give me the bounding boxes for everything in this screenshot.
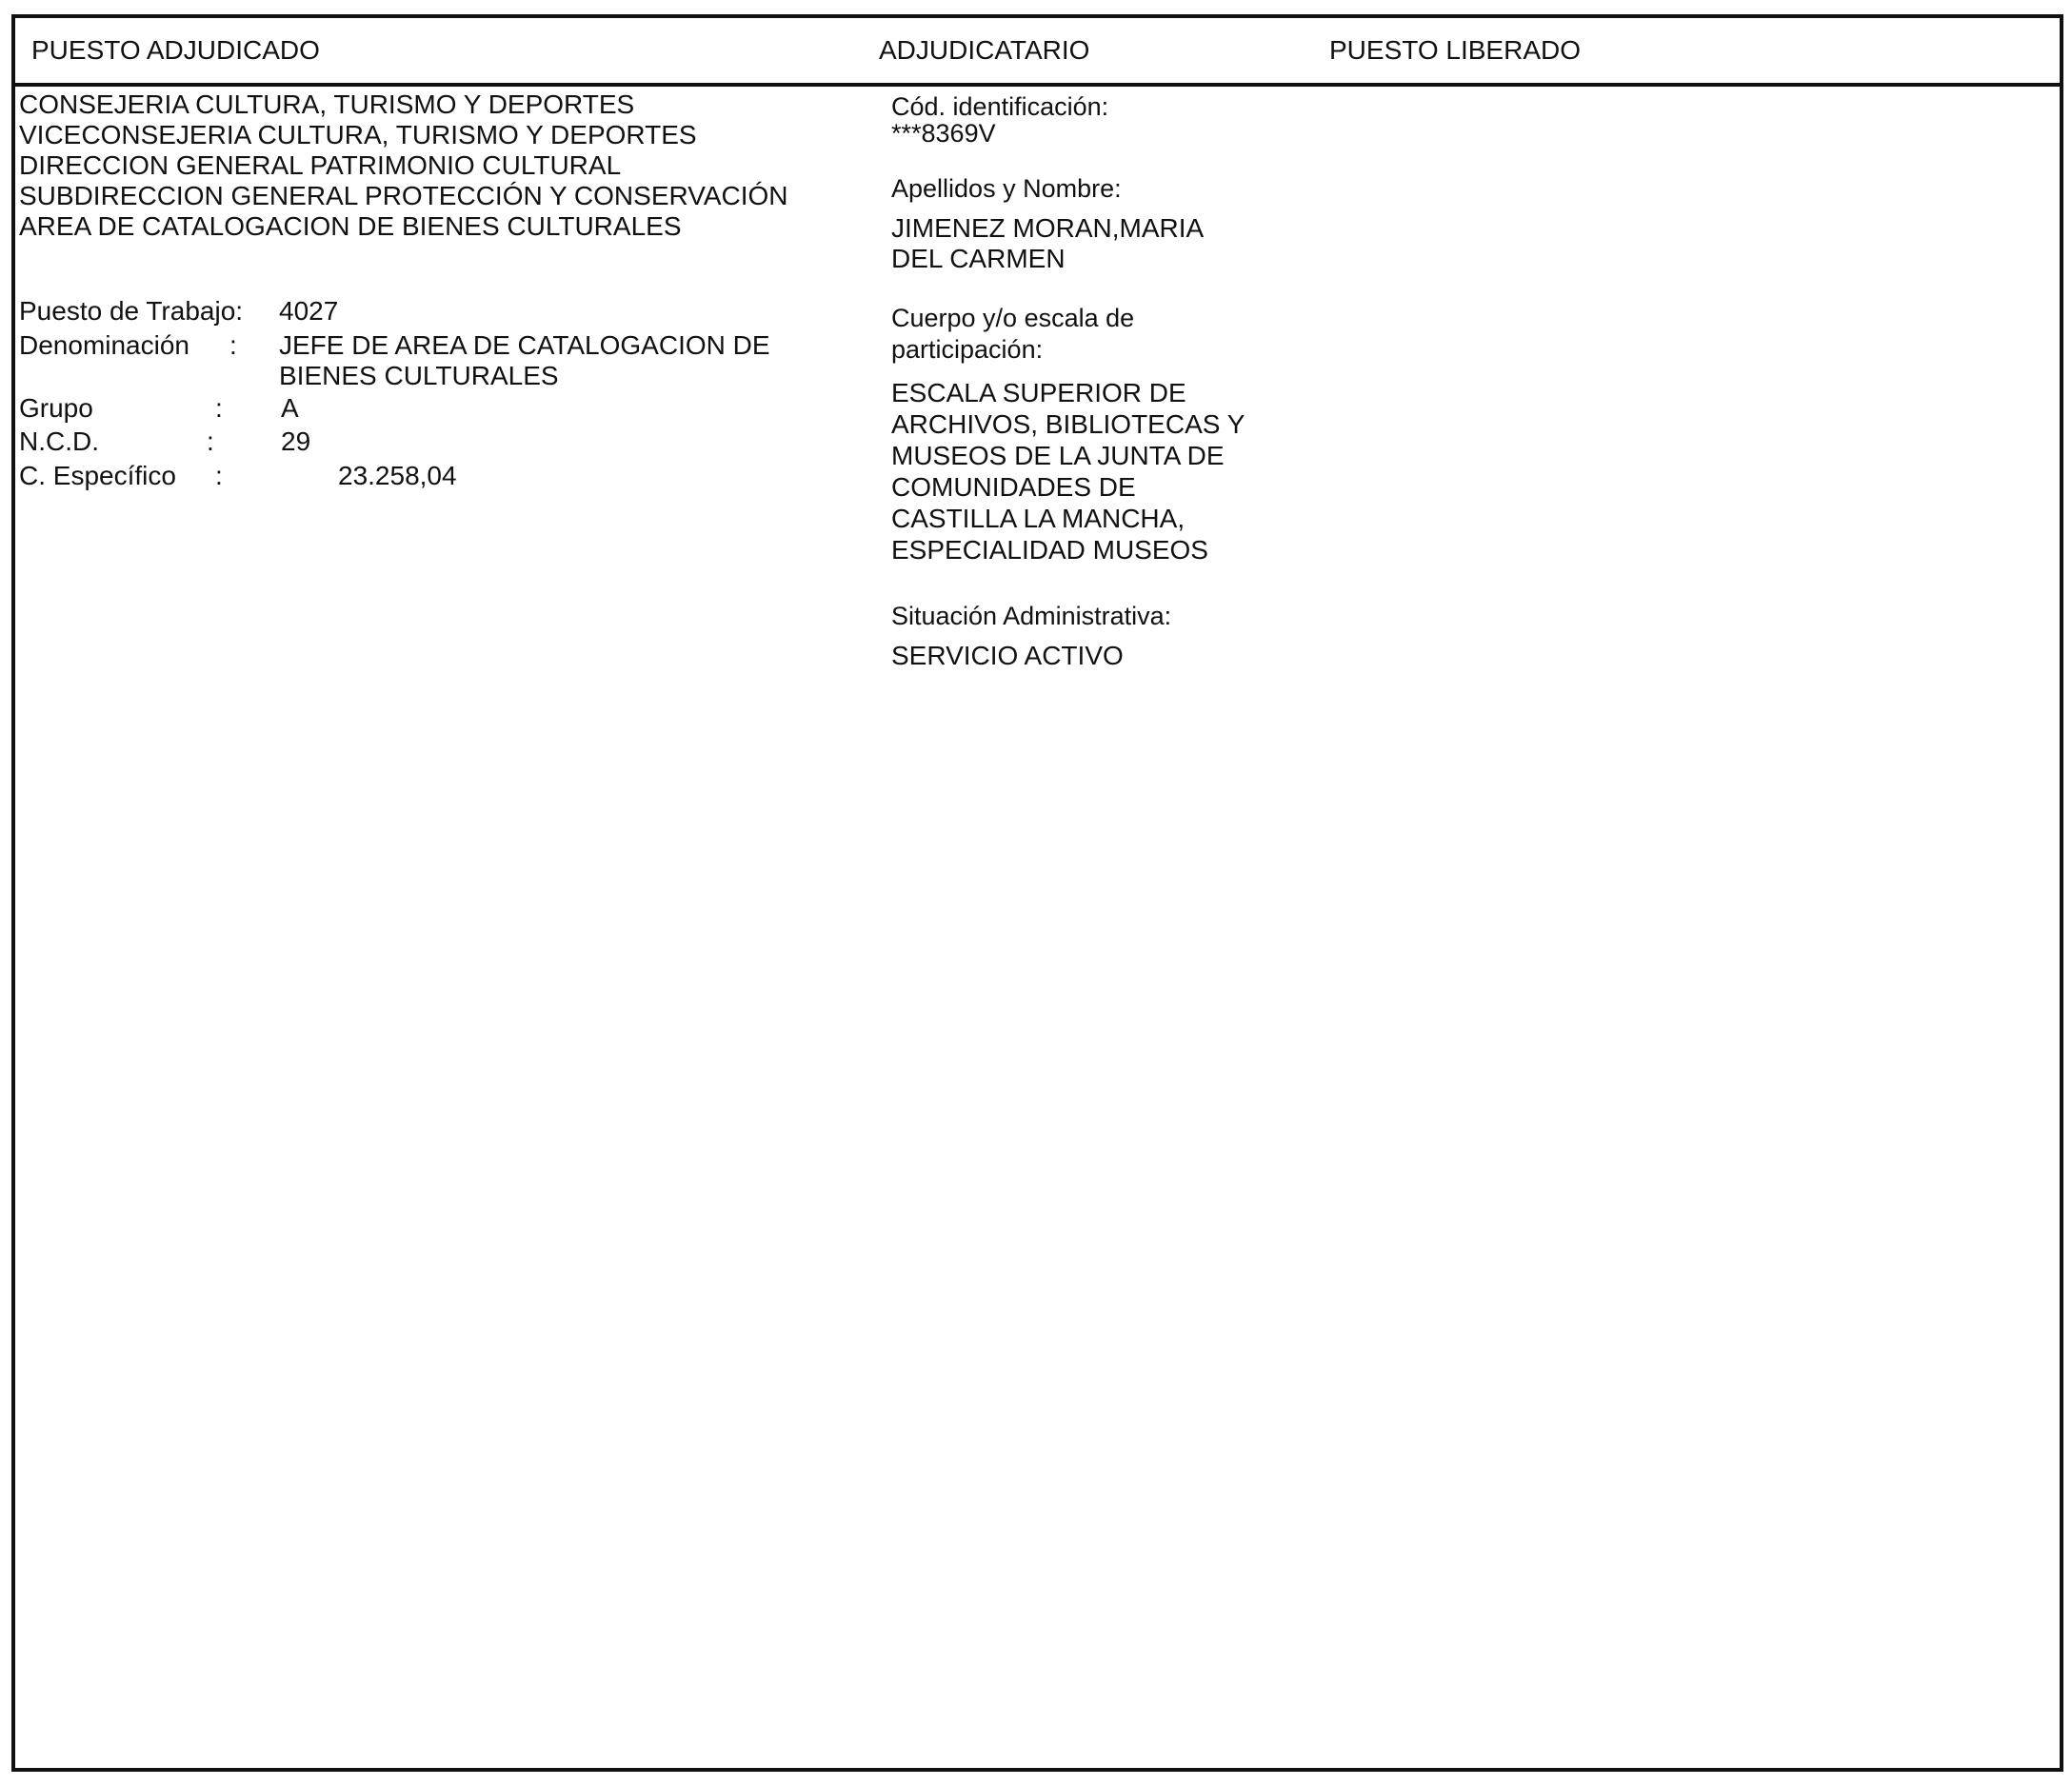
denominacion-value: JEFE DE AREA DE CATALOGACION DE: [279, 330, 770, 360]
especifico-value: 23.258,04: [338, 461, 457, 490]
cuerpo-value: ESPECIALIDAD MUSEOS: [891, 535, 1208, 565]
grupo-colon: :: [215, 393, 223, 423]
puesto-trabajo-value: 4027: [279, 296, 339, 326]
cuerpo-value: ESCALA SUPERIOR DE: [891, 378, 1186, 407]
especifico-colon: :: [215, 461, 223, 490]
org-line: DIRECCION GENERAL PATRIMONIO CULTURAL: [19, 150, 622, 180]
header-adjudicatario: ADJUDICATARIO: [879, 35, 1090, 65]
org-line: VICECONSEJERIA CULTURA, TURISMO Y DEPORTES: [19, 120, 697, 149]
situacion-label: Situación Administrativa:: [891, 602, 1172, 630]
denominacion-colon: :: [229, 330, 237, 360]
situacion-value: SERVICIO ACTIVO: [891, 641, 1124, 670]
nombre-value: JIMENEZ MORAN,MARIA: [891, 213, 1205, 243]
document-frame: [11, 14, 2063, 1772]
org-line: CONSEJERIA CULTURA, TURISMO Y DEPORTES: [19, 89, 635, 119]
nombre-label: Apellidos y Nombre:: [891, 174, 1122, 203]
cuerpo-label: Cuerpo y/o escala de: [891, 304, 1135, 332]
cod-identificacion-value: ***8369V: [891, 119, 996, 148]
puesto-trabajo-label: Puesto de Trabajo:: [19, 296, 244, 326]
cuerpo-value: COMUNIDADES DE: [891, 472, 1136, 502]
denominacion-value: BIENES CULTURALES: [279, 361, 559, 390]
cuerpo-value: CASTILLA LA MANCHA,: [891, 504, 1185, 533]
cuerpo-value: MUSEOS DE LA JUNTA DE: [891, 441, 1225, 470]
ncd-value: 29: [281, 427, 311, 456]
ncd-label: N.C.D.: [19, 427, 99, 456]
org-line: AREA DE CATALOGACION DE BIENES CULTURALES: [19, 211, 682, 241]
especifico-label: C. Específico: [19, 461, 176, 490]
ncd-colon: :: [207, 427, 214, 456]
nombre-value: DEL CARMEN: [891, 244, 1066, 273]
grupo-label: Grupo: [19, 393, 93, 423]
org-line: SUBDIRECCION GENERAL PROTECCIÓN Y CONSERVACIÓN: [19, 181, 788, 210]
header-puesto-liberado: PUESTO LIBERADO: [1329, 35, 1582, 65]
header-divider: [11, 83, 2063, 87]
cuerpo-label: participación:: [891, 335, 1044, 364]
cuerpo-value: ARCHIVOS, BIBLIOTECAS Y: [891, 409, 1245, 439]
grupo-value: A: [281, 393, 299, 423]
header-puesto-adjudicado: PUESTO ADJUDICADO: [31, 35, 320, 65]
denominacion-label: Denominación: [19, 330, 189, 360]
cod-identificacion-label: Cód. identificación:: [891, 92, 1109, 121]
